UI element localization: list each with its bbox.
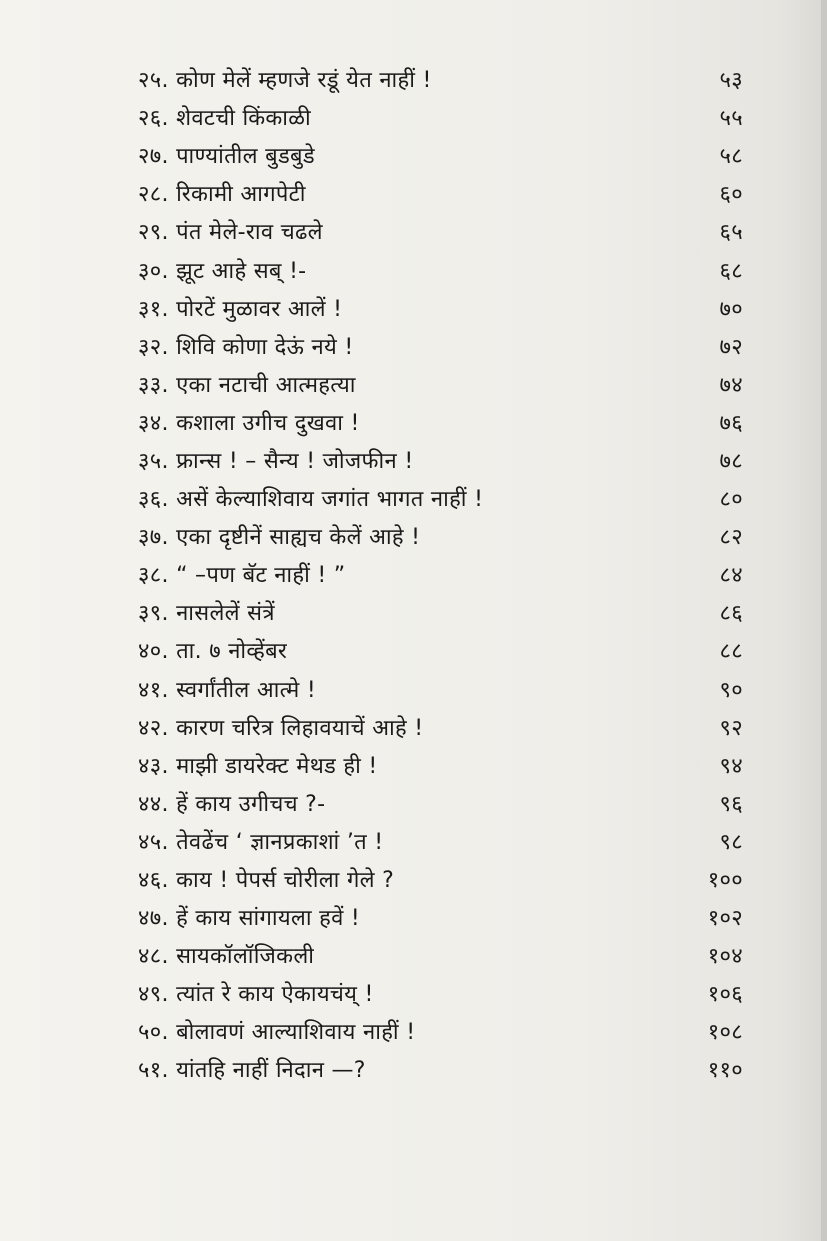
toc-entry-page: १००	[707, 868, 743, 894]
toc-entry	[138, 784, 743, 822]
toc-entry-title: ३७. एका दृष्टीनें साह्यच केलें आहे !	[138, 525, 421, 551]
toc-entry-title: ४६. काय ! पेपर्स चोरीला गेले ?	[138, 868, 395, 894]
toc-entry-page: ५८	[719, 144, 743, 170]
toc-entry	[138, 670, 743, 708]
toc-entry	[138, 593, 743, 631]
toc-entry-title: ३२. शिवि कोणा देऊं नये !	[138, 334, 354, 360]
toc-entry-page: ९२	[719, 715, 743, 741]
toc-entry-title: ३६. असें केल्याशिवाय जगांत भागत नाहीं !	[138, 487, 484, 513]
toc-entry-page: ७४	[719, 372, 743, 398]
toc-entry	[138, 1012, 743, 1050]
toc-entry-title: ४२. कारण चरित्र लिहावयाचें आहे !	[138, 715, 424, 741]
toc-entry-title: २६. शेवटची किंकाळी	[138, 106, 312, 132]
toc-entry-page: ५५	[719, 106, 743, 132]
toc-entry-title: ४७. हें काय सांगायला हवें !	[138, 906, 361, 932]
toc-entry	[138, 898, 743, 936]
toc-entry-page: ६०	[719, 182, 743, 208]
toc-entry	[138, 136, 743, 174]
toc-entry	[138, 860, 743, 898]
toc-entry-page: ६८	[719, 258, 743, 284]
toc-entry-page: ९४	[719, 753, 743, 779]
toc-entry-page: ९८	[719, 829, 743, 855]
toc-entry-page: ७०	[719, 296, 743, 322]
toc-entry-page: १०८	[707, 1020, 743, 1046]
toc-entry-title: ४९. त्यांत रे काय ऐकायचंय् !	[138, 982, 374, 1008]
toc-entry	[138, 212, 743, 250]
toc-entry-title: २७. पाण्यांतील बुडबुडे	[138, 144, 315, 170]
toc-entry	[138, 1050, 743, 1088]
toc-entry-page: ८८	[719, 639, 743, 665]
toc-entry-title: ४३. माझी डायरेक्ट मेथड ही !	[138, 753, 378, 779]
toc-entry-page: ८२	[719, 525, 743, 551]
toc-entry	[138, 708, 743, 746]
toc-entry-title: ४८. सायकॉलॉजिकली	[138, 944, 315, 970]
toc-entry-title: ३८. “ –पण बॅट नाहीं ! ”	[138, 563, 346, 589]
toc-entry-page: ८४	[719, 563, 743, 589]
toc-entry	[138, 517, 743, 555]
toc-entry-title: ४०. ता. ७ नोव्हेंबर	[138, 639, 288, 665]
toc-entry-title: २९. पंत मेले-राव चढले	[138, 220, 323, 246]
toc-entry-page: ९०	[719, 677, 743, 703]
toc-entry	[138, 327, 743, 365]
toc-entry-page: १०४	[707, 944, 743, 970]
toc-entry-page: ५३	[719, 68, 743, 94]
toc-entry-title: ३५. फ्रान्स ! – सैन्य ! जोजफीन !	[138, 448, 414, 474]
toc-entry	[138, 441, 743, 479]
toc-entry	[138, 974, 743, 1012]
toc-entry-page: ८०	[719, 487, 743, 513]
toc-entry-page: ६५	[719, 220, 743, 246]
toc-entry	[138, 174, 743, 212]
toc-entry-title: ५१. यांतहि नाहीं निदान —?	[138, 1058, 366, 1084]
toc-entry	[138, 250, 743, 288]
toc-entry-page: ११०	[707, 1058, 743, 1084]
toc-entry-title: ३४. कशाला उगीच दुखवा !	[138, 410, 360, 436]
toc-entry	[138, 936, 743, 974]
page-edge-shadow	[821, 0, 827, 1241]
toc-entry	[138, 479, 743, 517]
toc-entry	[138, 746, 743, 784]
toc-entry-page: ७२	[719, 334, 743, 360]
toc-entry-title: २८. रिकामी आगपेटी	[138, 182, 306, 208]
toc-entry-title: ३३. एका नटाची आत्महत्या	[138, 372, 356, 398]
toc-entry	[138, 98, 743, 136]
toc-entry	[138, 555, 743, 593]
toc-entry	[138, 631, 743, 669]
table-of-contents	[138, 60, 743, 1089]
toc-entry-page: १०२	[707, 906, 743, 932]
toc-entry-title: ४५. तेवढेंच ‘ ज्ञानप्रकाशां ’त !	[138, 829, 384, 855]
toc-entry-title: २५. कोण मेलें म्हणजे रडूं येत नाहीं !	[138, 68, 432, 94]
toc-entry-page: १०६	[707, 982, 743, 1008]
toc-entry-title: ४१. स्वर्गांतील आत्मे !	[138, 677, 317, 703]
toc-entry-page: ७८	[719, 448, 743, 474]
toc-entry	[138, 822, 743, 860]
toc-entry	[138, 60, 743, 98]
toc-entry-title: ३९. नासलेलें संत्रें	[138, 601, 275, 627]
toc-entry-page: ८६	[719, 601, 743, 627]
toc-entry-page: ९६	[719, 791, 743, 817]
toc-entry	[138, 289, 743, 327]
toc-entry-page: ७६	[719, 410, 743, 436]
toc-entry	[138, 365, 743, 403]
toc-entry-title: ३०. झूट आहे सब् !-	[138, 258, 307, 284]
toc-entry	[138, 403, 743, 441]
toc-entry-title: ४४. हें काय उगीचच ?-	[138, 791, 326, 817]
toc-entry-title: ३१. पोरटें मुळावर आलें !	[138, 296, 343, 322]
toc-entry-title: ५०. बोलावणं आल्याशिवाय नाहीं !	[138, 1020, 416, 1046]
